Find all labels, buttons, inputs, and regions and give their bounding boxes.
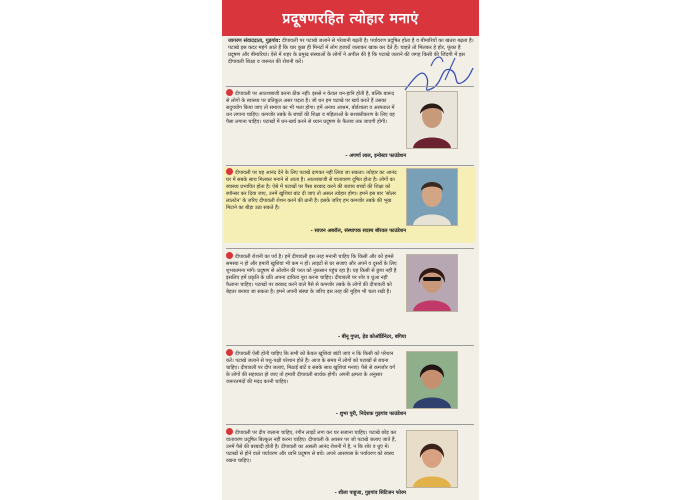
dateline: जागरण संवाददाता, गुड़गांव: xyxy=(228,38,281,44)
statement-attribution: - अपर्णा लाल, इन्वेस्टर फाउंडेशन xyxy=(345,153,406,159)
statement-body xyxy=(226,252,398,297)
statement-text: दीपावली पर आतशबाजी करना ठीक नहीं। इससे न केवल धन-हानि होती है, बल्कि बारूद से लोगों के स्वास्थ्य पर प्रतिकूल असर पड़ता है। जो धन हम पटाखे पर खर्च करते हैं उसका सदुपयोग किया जाए तो समाज का भी भला होगा। हमें अनाथ आश्रम, बोर्डशाला व अस्पताल में धन लगाना चाहिए। कमजोर तबके के बच्चों की शिक्षा व महिलाओं के सशक्तीकरण के लिए यह पैसा लगाना चाहिए। पटाखों में धन-खर्च करने से ध्यान प्रदूषण के फैलाव तक जाएगी होगी। xyxy=(226,91,395,126)
statement-5 xyxy=(226,428,476,498)
portrait-photo xyxy=(406,254,458,312)
statement-attribution: - साजन अबरॉल, संस्थापक सदस्य बॉरवल फाउंडेशन xyxy=(310,228,406,234)
statement-text: दीपावली पर दीप जलाना चाहिए, रंगीन लाइटें लगा कर घर सजाना चाहिए। पटाखे छोड़ कर वातावरण प्रदूषित बिल्कुल नहीं करना चाहिए। दीपावली के अवसर पर जो पटाखे जलाए जाते हैं, उनमें पैसे की बरबादी होती है। दीपावली का असली आनंद रोशनी में है, न कि शोर व धुएं में। पटाखों से होने वाले पर्यावरण और ध्वनि प्रदूषण से बचें। अपने आसपास के पर्यावरण को स्वस्थ रखना चाहिए। xyxy=(226,430,397,465)
statement-text: दीपावली रोशनी का पर्व है। हमें दीपावली इस तरह मनानी चाहिए कि किसी और को हमसे समस्या न हो और हमारी खुशियां भी कम न हों। लाइटों से घर सजाएं और अपने व दूसरों के लिए शुभकामना मांगें। प्रदूषण से ओजोन की परत को नुकसान पहुंच रहा है। यह किसी से छुपा नहीं है इसलिए हमें प्रकृति के प्रति अपना दायित्व पूरा करना चाहिए। दीपावली पर शोर व धुंआ नहीं फैलाना चाहिए। पटाखों पर बरबाद करने वाले पैसे से कमजोर तबके के लोगों की दीपावली को बेहतर बनाया जा सकता है। हमने अपनी संस्था के जरिए इस तरह की मुहिम भी चला रखी है। xyxy=(226,254,397,296)
statement-body xyxy=(226,349,398,386)
headline: प्रदूषणरहित त्योहार मनाएं xyxy=(222,0,479,36)
statement-3 xyxy=(226,252,476,342)
apple-bullet-icon xyxy=(226,252,233,259)
section-divider xyxy=(226,86,474,87)
statement-4 xyxy=(226,349,476,421)
apple-bullet-icon xyxy=(226,168,233,175)
apple-bullet-icon xyxy=(226,428,233,435)
portrait-photo xyxy=(406,351,458,409)
statement-2 xyxy=(226,168,476,244)
portrait-photo xyxy=(406,430,458,488)
section-divider xyxy=(226,424,474,425)
apple-bullet-icon xyxy=(226,89,233,96)
statement-body xyxy=(226,89,398,126)
statement-attribution: - शीला पाहूजा, गुड़गांव सिटिजन फोरम xyxy=(334,490,406,496)
statement-text: दीपावली पर यह आनंद देने के लिए पटाखे दागकर नहीं लिया जा सकता। त्योहार का आनंद घर में सबके साथ मिलकर मनाने से आता है। आतशबाजी से वातावरण दूषित होता है। लोगों का स्वास्थ्य प्रभावित होता है। ऐसे में पटाखों पर पैसा बरबाद करने की बजाय बच्चों की शिक्षा को स्पॉन्सर कर दिया जाए, उनमें खुशियां बांट दी जाएं तो असल त्योहार होगा। हमने इस बार 'सोलर लालटेन' के जरिए दीपावली रोशन करने की ठानी है। इसके जरिए हम कमजोर तबके की भूख मिटाने का बीड़ा उठा सकते हैं। xyxy=(226,170,397,212)
section-divider xyxy=(226,345,474,346)
statement-body xyxy=(226,168,398,213)
section-divider xyxy=(226,248,474,249)
section-divider xyxy=(226,165,474,166)
newspaper-clipping xyxy=(222,0,479,500)
apple-bullet-icon xyxy=(226,349,233,356)
statement-1 xyxy=(226,89,476,163)
portrait-photo xyxy=(406,91,458,149)
intro-text: दीपावली पर पटाखे जलाने से परेशानी बढ़ती है। पर्यावरण प्रदूषित होता है व बीमारियों का खतरा बढ़ता है। पटाखे इस कदर महंगे आते हैं कि चार कुछ ही मिनटों में लोग हजारों जलाकर खाक कर देते हैं। चाहते तो मिलकर हे होर, फूंका है प्रदूषण और बीमारियां। ऐसे में शहर के प्रमुख संस्थाओं के लोगों ने अपील की है कि पटाखे जलाने की जगह किसी की जिंदगी में इस दीपावली शिक्षा व जरूरत की रोशनी करें। xyxy=(228,38,474,65)
statement-text: दीपावली ऐसी होनी चाहिए कि सभी को केवल खुशियां बांटी जाएं न कि किसी को परेशान करें। पटाखे जलाने से पशु-पक्षी परेशान होते हैं। आज के समय में लोगों को पटाखों से बचना चाहिए। दीपावली पर दीप जलाएं, मिठाई बांटें व सबके साथ खुशियां मनाएं। पैसे से कमजोर वर्ग के लोगों की सहायता हो जाए तो हमारी दीपावली सार्थक होगी। अपनी क्षमता के अनुसार जरूरतमंदों की मदद करनी चाहिए। xyxy=(226,351,396,386)
statement-body xyxy=(226,428,398,465)
statement-attribution: - बीनू गुप्ता, हेड कोऑर्डिनेटर, बगिया xyxy=(337,334,406,340)
statement-attribution: - शुभा पुरी, निदेशक गुड़गांव फाउंडेशन xyxy=(335,411,406,417)
portrait-photo xyxy=(406,168,458,226)
